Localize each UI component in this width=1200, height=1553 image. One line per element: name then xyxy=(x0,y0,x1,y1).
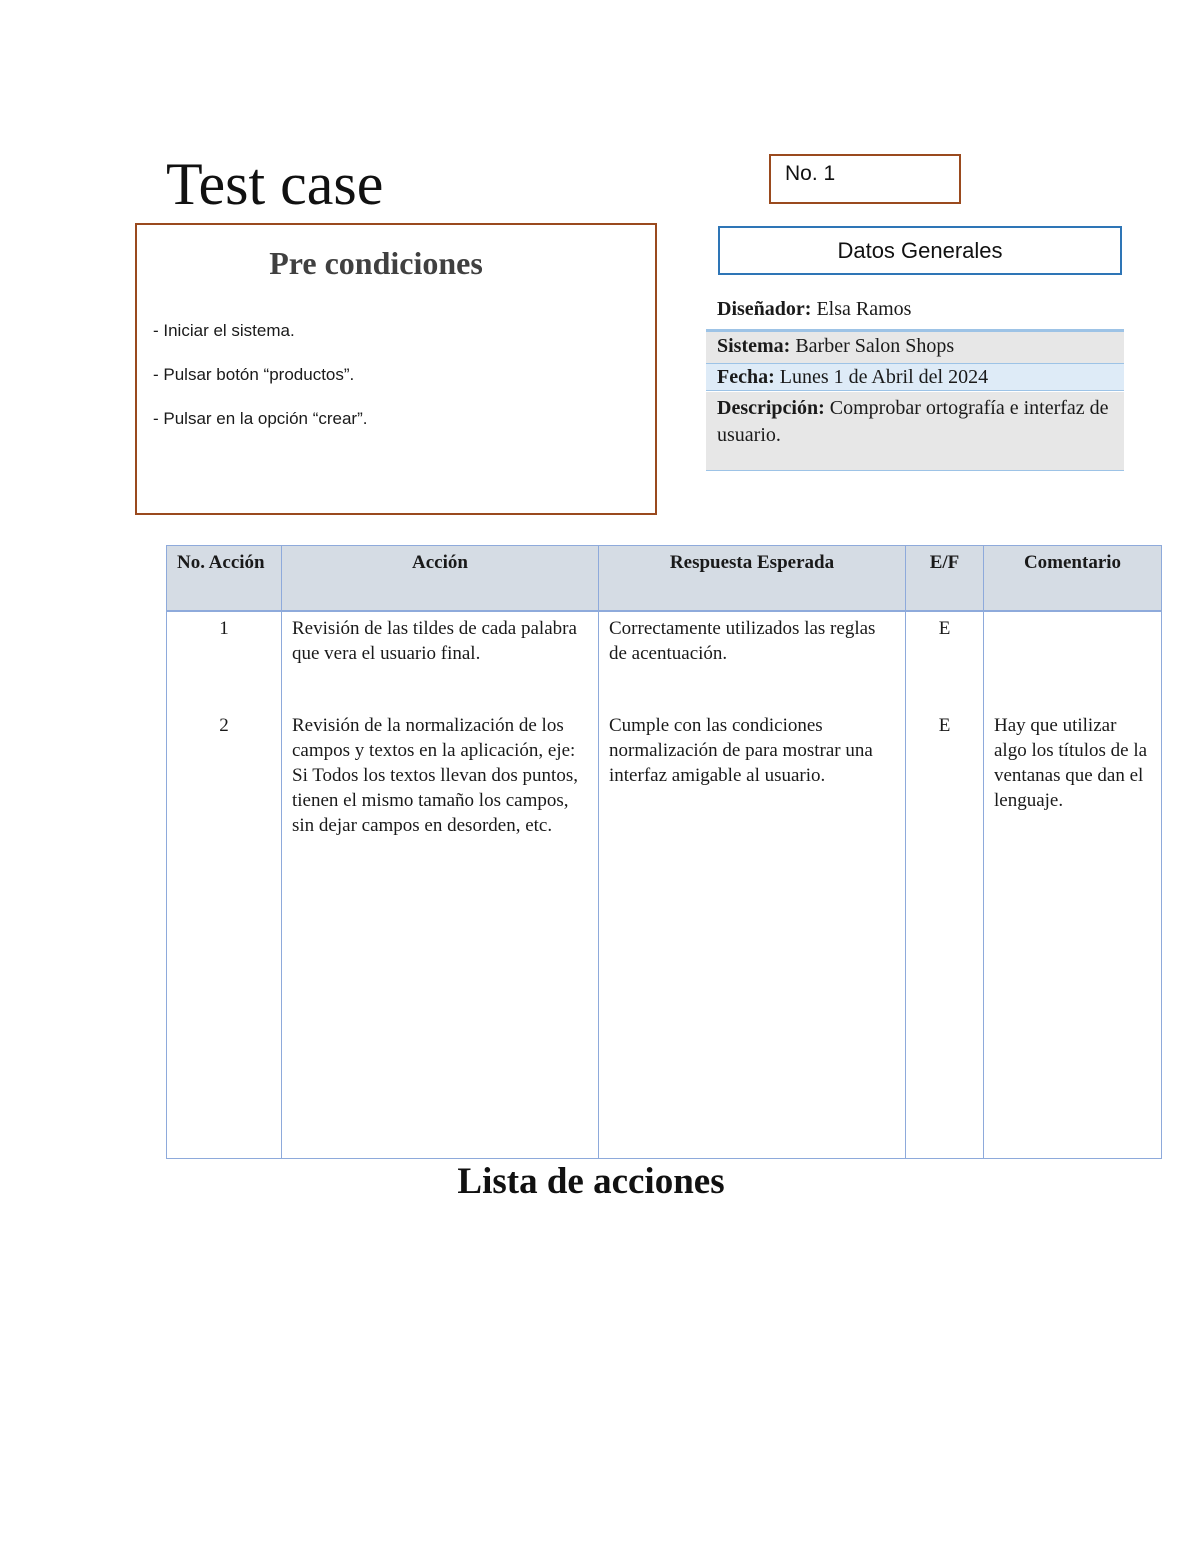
header-no: No. Acción xyxy=(167,546,282,612)
row-expected: Correctamente utilizados las reglas de acentuación. xyxy=(599,611,906,709)
table-row xyxy=(167,709,1162,1159)
row-no: 1 xyxy=(167,611,282,709)
document-title: Test case xyxy=(166,151,384,217)
row-no: 2 xyxy=(167,709,282,1159)
date-value: Lunes 1 de Abril del 2024 xyxy=(779,366,989,388)
row-comment xyxy=(984,611,1162,709)
actions-table xyxy=(166,545,1162,1159)
row-ef: E xyxy=(906,709,984,1159)
table-row xyxy=(167,611,1162,709)
precondition-item: - Pulsar botón “productos”. xyxy=(153,365,355,384)
header-ef: E/F xyxy=(906,546,984,612)
row-ef: E xyxy=(906,611,984,709)
header-expected: Respuesta Esperada xyxy=(599,546,906,612)
precondition-item: - Iniciar el sistema. xyxy=(153,321,295,340)
description-value: Comprobar ortografía e interfaz de usuario. xyxy=(717,397,1109,446)
designer-value: Elsa Ramos xyxy=(816,298,912,320)
date-label: Fecha: xyxy=(717,366,775,388)
row-comment: Hay que utilizar algo los títulos de la ventanas que dan el lenguaje. xyxy=(984,709,1162,1159)
header-comment: Comentario xyxy=(984,546,1162,612)
date-row xyxy=(706,363,1124,391)
row-action: Revisión de las tildes de cada palabra que vera el usuario final. xyxy=(282,611,599,709)
description-row xyxy=(706,392,1124,471)
designer-row xyxy=(706,298,1124,328)
designer-label: Diseñador: xyxy=(717,298,812,320)
table-header-row xyxy=(167,546,1162,612)
system-row xyxy=(706,329,1124,363)
test-number-box: No. 1 xyxy=(769,154,961,204)
preconditions-box xyxy=(135,223,657,515)
row-expected: Cumple con las condiciones normalización de para mostrar una interfaz amigable al usuario. xyxy=(599,709,906,1159)
preconditions-title: Pre condiciones xyxy=(269,245,483,281)
system-label: Sistema: xyxy=(717,335,791,357)
general-data-title: Datos Generales xyxy=(718,226,1122,275)
header-action: Acción xyxy=(282,546,599,612)
row-action: Revisión de la normalización de los campos y textos en la aplicación, eje: Si Todos los textos llevan dos puntos, tienen el mismo tamaño los campos, sin dejar campos en desorden, etc. xyxy=(282,709,599,1159)
system-value: Barber Salon Shops xyxy=(795,335,955,357)
preconditions-list xyxy=(153,321,367,453)
precondition-item: - Pulsar en la opción “crear”. xyxy=(153,409,368,428)
description-label: Descripción: xyxy=(717,397,825,419)
actions-list-title: Lista de acciones xyxy=(457,1161,725,1202)
